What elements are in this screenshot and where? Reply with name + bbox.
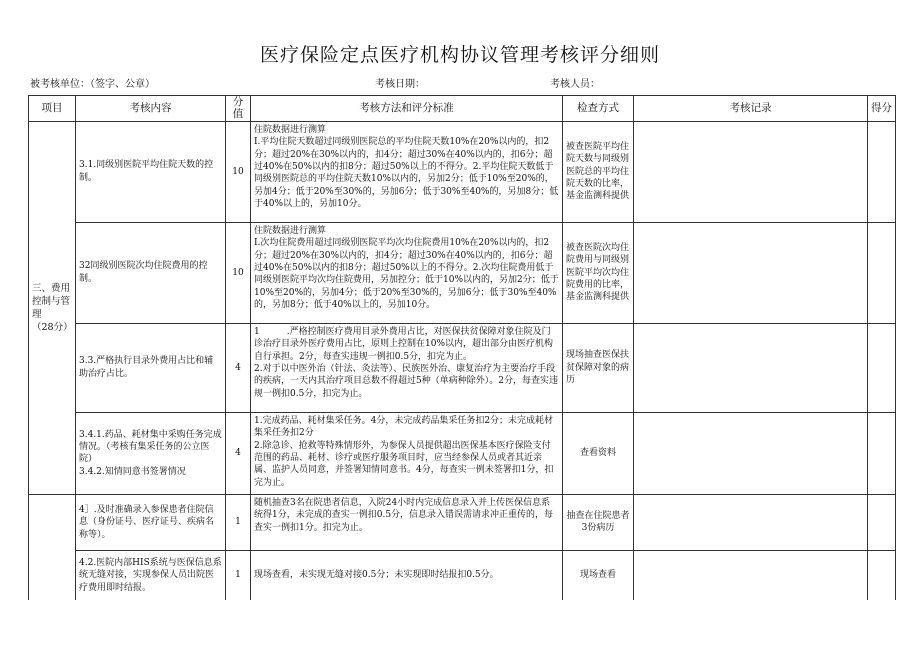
content-cell: 3.1.同级别医院平均住院天数的控制。 (76, 121, 226, 222)
result-cell[interactable] (868, 121, 896, 222)
unit-label: 被考核单位：（签字、公章） (30, 79, 155, 90)
record-cell[interactable] (634, 412, 868, 494)
method-cell: 1.完成药品、耗材集采任务。4分，未完成药品集采任务扣2分；未完成耗材集采任务扣2分 2.除急诊、抢救等特殊情形外，为参保人员提供超出医保基本医疗保险支付范围的药品、耗材、诊疗或医疗服务项目时，应当经参保人员或者其近亲属、监护人员同意，并签署知情同意书。4分，每查实一例未签署扣1分，扣完为止。 (251, 412, 563, 494)
method-cell: 住院数据进行测算 I.次均住院费用超过同级别医院平均次均住院费用10%在20%以内的，扣2分；超过20%在30%以内的，扣4分；超过30%在40%以内的，扣6分；超过40%在50%以内的扣8分；超过50%以上的不得分。2.次均住院费用低于同级别医院平均次均住院费用，另加控分；低于10%以内的，另加2分；低于10%至20%的，另加4分；低于20%至30%的，另加6分；低于30%至40%的，另加8分；低于40%以上的，另加10分。 (251, 222, 563, 323)
score-cell: 10 (226, 121, 251, 222)
result-cell[interactable] (868, 550, 896, 600)
meta-line (30, 75, 900, 89)
result-cell[interactable] (868, 323, 896, 412)
check-cell: 查看资料 (563, 412, 634, 494)
check-cell: 现场抽查医保扶贫保障对象的病历 (563, 323, 634, 412)
score-cell: 1 (226, 494, 251, 550)
check-cell: 抽查在住院患者3份病历 (563, 494, 634, 550)
content-cell: 4］.及时准确录入参保患者住院信息（身份证号、医疗证号、疾病名称等）。 (76, 494, 226, 550)
result-cell[interactable] (868, 222, 896, 323)
project-line: 理 (32, 308, 42, 320)
document-title: 医疗保险定点医疗机构协议管理考核评分细则 (259, 44, 660, 66)
record-cell[interactable] (634, 121, 868, 222)
header-project: 项目 (29, 96, 76, 122)
score-cell: 4 (226, 323, 251, 412)
table-header-row (29, 96, 896, 122)
method-cell: 随机抽查3名在院患者信息，入院24小时内完成信息录入并上传医保信息系统得1分，未完成的查实一例扣0.5分，信息录入错误需请求冲正重传的，每查实一例扣1分。扣完为止。 (251, 494, 563, 550)
header-record: 考核记录 (634, 96, 868, 122)
table-row (29, 494, 896, 550)
date-label: 考核日期： (375, 79, 425, 90)
record-cell[interactable] (634, 222, 868, 323)
header-check: 检查方式 (563, 96, 634, 122)
content-cell: 4.2.医院内部HIS系统与医保信息系统无缝对接，实现参保人员出院医疗费用即时结报。 (76, 550, 226, 600)
project-line: （28分） (32, 321, 73, 333)
content-cell: 3.3.严格执行目录外费用占比和辅助治疗占比。 (76, 323, 226, 412)
method-cell: 住院数据进行测算 I.平均住院天数超过同级别医院总的平均住院天数10%在20%以内的，扣2分；超过20%在30%以内的，扣4分；超过30%在40%以内的，扣6分；超过40%在50%以内的扣8分；超过50%以上的不得分。2.平均住院天数低于同级别医院总的平均住院天数10%以内的，另加2分；低于10%至20%的，另加4分；低于20%至30%的，另加6分；低于30%至40%的，另加8分；低于40%以上的，另加10分。 (251, 121, 563, 222)
project-line: 控制与管 (32, 295, 71, 307)
content-cell: 32同级别医院次均住院费用的控制。 (76, 222, 226, 323)
check-cell: 被查医院次均住院费用与同级别医院平均次均住院费用的比率，基金监测科提供 (563, 222, 634, 323)
record-cell[interactable] (634, 550, 868, 600)
result-cell[interactable] (868, 412, 896, 494)
method-cell: 现场查看，未实现无缝对接0.5分；未实现即时结报扣0.5分。 (251, 550, 563, 600)
header-result: 得分 (868, 96, 896, 122)
project-line: 三、费用 (32, 282, 71, 294)
table-row (29, 222, 896, 323)
staff-label: 考核人员： (550, 79, 600, 90)
check-cell: 现场查看 (563, 550, 634, 600)
record-cell[interactable] (634, 494, 868, 550)
project-cell-section3 (29, 121, 76, 494)
assessment-table (28, 95, 896, 600)
score-cell: 1 (226, 550, 251, 600)
table-row (29, 121, 896, 222)
table-row (29, 550, 896, 600)
record-cell[interactable] (634, 323, 868, 412)
content-cell: 3.4.1.药品、耗材集中采购任务完成情况。（考核有集采任务的公立医院） 3.4.2.知情同意书签署情况 (76, 412, 226, 494)
result-cell[interactable] (868, 494, 896, 550)
header-score: 分值 (226, 96, 251, 122)
table-row (29, 412, 896, 494)
header-method: 考核方法和评分标准 (251, 96, 563, 122)
header-content: 考核内容 (76, 96, 226, 122)
check-cell: 被查医院平均住院天数与同级别医院总的平均住院天数的比率，基金监测科提供 (563, 121, 634, 222)
table-row (29, 323, 896, 412)
score-cell: 4 (226, 412, 251, 494)
score-cell: 10 (226, 222, 251, 323)
method-cell: 1 .严格控制医疗费用目录外费用占比，对医保扶贫保障对象住院及门诊治疗目录外医疗费用占比，原则上控制在10%以内，超出部分由医疗机构自行承担。2分，每查实违规一例扣0.5分，扣完为止。 2.对于以中医外治（针法、灸法等）、民族医外治、康复治疗为主要治疗手段的疾病，一天内其治疗项目总数不得超过5种（单病种除外）。2分，每查实违规一例扣0.5分，扣完为止。 (251, 323, 563, 412)
project-cell-section4 (29, 494, 76, 600)
